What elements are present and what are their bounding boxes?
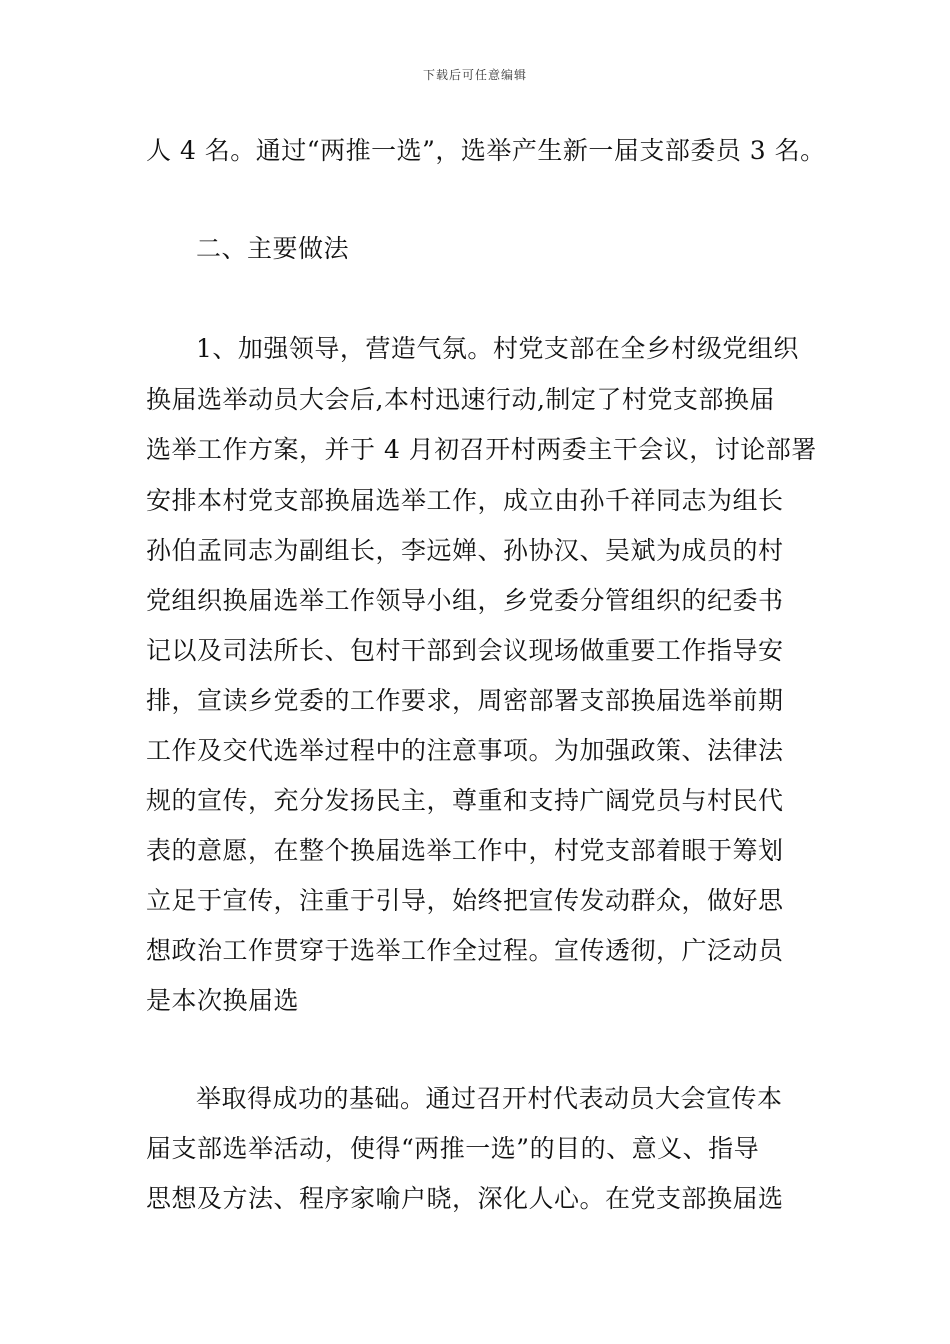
text-line: 记以及司法所长、包村干部到会议现场做重要工作指导安 <box>146 636 784 665</box>
text-line: 是本次换届选 <box>146 986 300 1015</box>
text-line: 届支部选举活动，使得“两推一选”的目的、意义、指导 <box>146 1134 760 1163</box>
text-line: 孙伯孟同志为副组长，李远婵、孙协汉、吴斌为成员的村 <box>146 536 784 565</box>
text-line: 选举工作方案，并于 4 月初召开村两委主干会议，讨论部署 <box>146 435 817 464</box>
text-line: 人 4 名。通过“两推一选”，选举产生新一届支部委员 3 名。 <box>146 136 826 165</box>
text-line: 工作及交代选举过程中的注意事项。为加强政策、法律法 <box>146 736 784 765</box>
page-header: 下载后可任意编辑 <box>422 68 527 82</box>
text-line: 排，宣读乡党委的工作要求，周密部署支部换届选举前期 <box>146 686 784 715</box>
text-line: 换届选举动员大会后,本村迅速行动,制定了村党支部换届 <box>146 385 775 414</box>
text-line: 举取得成功的基础。通过召开村代表动员大会宣传本 <box>196 1084 783 1113</box>
text-line: 1、加强领导，营造气氛。村党支部在全乡村级党组织 <box>196 334 799 363</box>
text-line: 党组织换届选举工作领导小组，乡党委分管组织的纪委书 <box>146 586 784 615</box>
text-line: 想政治工作贯穿于选举工作全过程。宣传透彻，广泛动员 <box>146 936 784 965</box>
text-line: 规的宣传，充分发扬民主，尊重和支持广阔党员与村民代 <box>146 786 784 815</box>
text-line: 立足于宣传，注重于引导，始终把宣传发动群众，做好思 <box>146 886 784 915</box>
section-heading: 二、主要做法 <box>196 234 350 263</box>
text-line: 安排本村党支部换届选举工作，成立由孙千祥同志为组长 <box>146 486 784 515</box>
text-line: 表的意愿，在整个换届选举工作中，村党支部着眼于筹划 <box>146 836 784 865</box>
text-line: 思想及方法、程序家喻户晓，深化人心。在党支部换届选 <box>146 1184 784 1213</box>
